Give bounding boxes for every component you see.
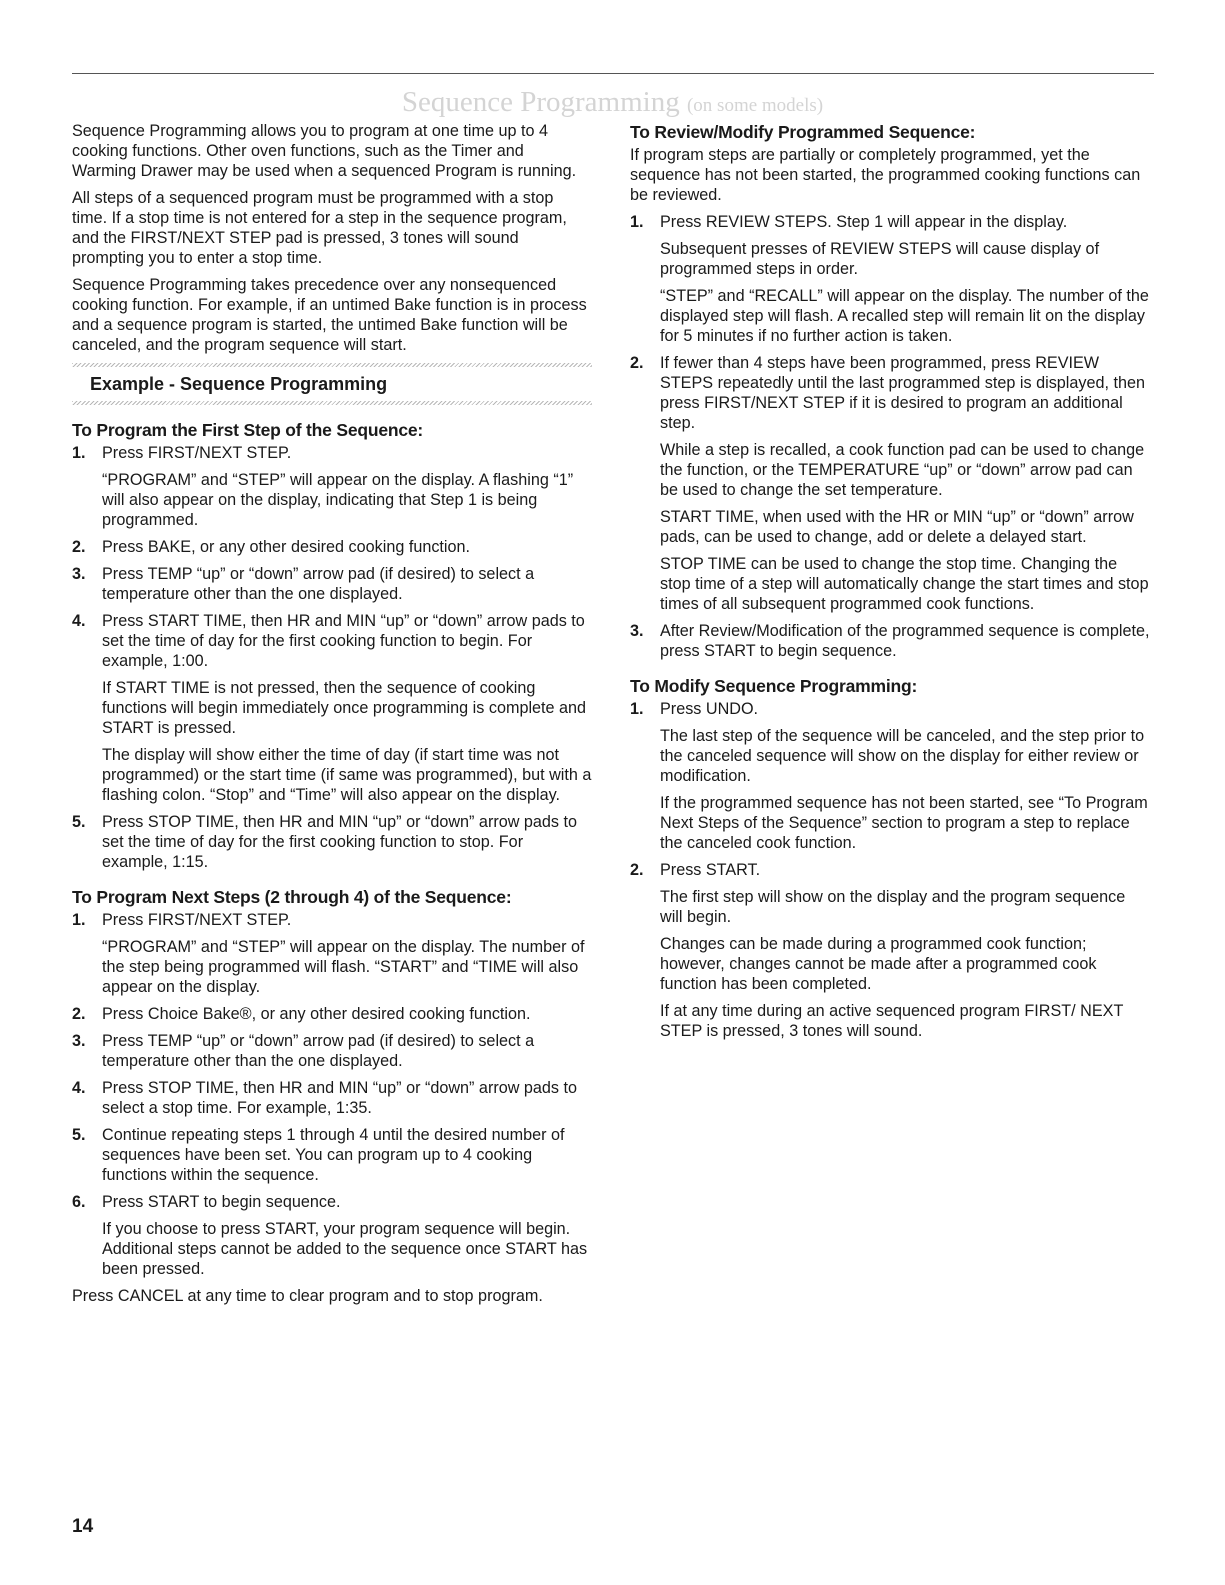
- step-text: If fewer than 4 steps have been programmed, press REVIEW STEPS repeatedly until the last programmed step is displayed, then press FIRST/NEXT STEP if it is desired to program an additional step.: [660, 354, 1145, 432]
- hatch-rule: [72, 401, 592, 405]
- step-note: The display will show either the time of day (if start time was not programmed) or the start time (if same was programmed), but with a flashing colon. “Stop” and “Time” will also appear on the display.: [102, 746, 592, 804]
- next-steps-heading: To Program Next Steps (2 through 4) of the Sequence:: [72, 887, 512, 907]
- step-item: [72, 443, 592, 463]
- step-text: Press START to begin sequence.: [102, 1193, 341, 1211]
- step-note: If the programmed sequence has not been started, see “To Program Next Steps of the Sequence” section to program a step to replace the canceled cook function.: [660, 794, 1148, 852]
- step-number: 2.: [630, 861, 644, 879]
- step-item: [72, 1192, 592, 1212]
- step-number: 2.: [72, 538, 86, 556]
- step-note: “PROGRAM” and “STEP” will appear on the display. A flashing “1” will also appear on the display, indicating that Step 1 is being programmed.: [102, 471, 574, 529]
- left-column: [72, 121, 592, 1313]
- step-note: The first step will show on the display and the program sequence will begin.: [660, 888, 1126, 926]
- step-item: [72, 910, 592, 930]
- step-item: [630, 353, 1150, 433]
- step-item: [630, 699, 1150, 719]
- page-title-text: Sequence Programming: [401, 86, 680, 118]
- step-note: If you choose to press START, your program sequence will begin. Additional steps cannot be added to the sequence once START has been pressed.: [102, 1220, 588, 1278]
- step-item: [630, 212, 1150, 232]
- page-number: 14: [72, 1516, 94, 1537]
- step-number: 2.: [630, 354, 644, 372]
- step-number: 6.: [72, 1193, 86, 1211]
- step-note: If START TIME is not pressed, then the sequence of cooking functions will begin immediately once programming is complete and START is pressed.: [102, 679, 587, 737]
- step-note: STOP TIME can be used to change the stop time. Changing the stop time of a step will automatically change the start times and stop times of all subsequent programmed cook functions.: [660, 555, 1149, 613]
- example-title: Example - Sequence Programming: [90, 374, 388, 394]
- review-intro: If program steps are partially or completely programmed, yet the sequence has not been started, the programmed cooking functions can be reviewed.: [630, 146, 1141, 204]
- intro-paragraph: All steps of a sequenced program must be programmed with a stop time. If a stop time is not entered for a step in the sequence program, and the FIRST/NEXT STEP pad is pressed, 3 tones will sound prompting you to enter a stop time.: [72, 189, 567, 267]
- step-text: Press FIRST/NEXT STEP.: [102, 444, 292, 462]
- next-step-list: [72, 910, 592, 1279]
- page-title-subtitle: (on some models): [686, 95, 824, 116]
- step-text: Press STOP TIME, then HR and MIN “up” or “down” arrow pads to select a stop time. For example, 1:35.: [102, 1079, 578, 1117]
- step-text: Press TEMP “up” or “down” arrow pad (if desired) to select a temperature other than the one displayed.: [102, 1032, 535, 1070]
- step-note: While a step is recalled, a cook function pad can be used to change the function, or the TEMPERATURE “up” or “down” arrow pad can be used to change the set temperature.: [660, 441, 1145, 499]
- intro-paragraph: Sequence Programming takes precedence over any nonsequenced cooking function. For example, if an untimed Bake function is in process and a sequence program is started, the untimed Bake function will be canceled, and the program sequence will start.: [72, 276, 587, 354]
- step-number: 1.: [630, 213, 644, 231]
- step-note: START TIME, when used with the HR or MIN “up” or “down” arrow pads, can be used to change, add or delete a delayed start.: [660, 508, 1134, 546]
- step-text: After Review/Modification of the programmed sequence is complete, press START to begin sequence.: [660, 622, 1150, 660]
- step-number: 1.: [630, 700, 644, 718]
- step-item: [72, 537, 592, 557]
- step-note: The last step of the sequence will be canceled, and the step prior to the canceled sequence will show on the display for either review or modification.: [660, 727, 1145, 785]
- modify-step-list: [630, 699, 1150, 1041]
- step-text: Press STOP TIME, then HR and MIN “up” or “down” arrow pads to set the time of day for the first cooking function to stop. For example, 1:15.: [102, 813, 578, 871]
- step-item: [630, 860, 1150, 880]
- step-text: Press REVIEW STEPS. Step 1 will appear in the display.: [660, 213, 1068, 231]
- review-heading: To Review/Modify Programmed Sequence:: [630, 122, 976, 142]
- step-number: 1.: [72, 911, 86, 929]
- page-title: [0, 86, 1225, 119]
- example-box: [72, 363, 592, 405]
- closing-paragraph: Press CANCEL at any time to clear program and to stop program.: [72, 1287, 543, 1305]
- step-number: 4.: [72, 612, 86, 630]
- step-number: 5.: [72, 813, 86, 831]
- step-number: 3.: [72, 565, 86, 583]
- step-text: Press UNDO.: [660, 700, 759, 718]
- step-text: Press START TIME, then HR and MIN “up” or “down” arrow pads to set the time of day for the first cooking function to begin. For example, 1:00.: [102, 612, 585, 670]
- step-note: Changes can be made during a programmed cook function; however, changes cannot be made after a programmed cook function has been completed.: [660, 935, 1097, 993]
- step-item: [72, 611, 592, 671]
- right-column: [630, 121, 1150, 1048]
- step-number: 3.: [630, 622, 644, 640]
- step-note: “STEP” and “RECALL” will appear on the display. The number of the displayed step will flash. A recalled step will remain lit on the display for 5 minutes if no further action is taken.: [660, 287, 1149, 345]
- step-item: [72, 1004, 592, 1024]
- step-number: 3.: [72, 1032, 86, 1050]
- step-text: Press BAKE, or any other desired cooking function.: [102, 538, 471, 556]
- step-text: Continue repeating steps 1 through 4 until the desired number of sequences have been set. You can program up to 4 cooking functions within the sequence.: [102, 1126, 565, 1184]
- step-item: [72, 564, 592, 604]
- review-step-list: [630, 212, 1150, 661]
- step-note: Subsequent presses of REVIEW STEPS will cause display of programmed steps in order.: [660, 240, 1100, 278]
- step-number: 2.: [72, 1005, 86, 1023]
- intro-paragraph: Sequence Programming allows you to program at one time up to 4 cooking functions. Other oven functions, such as the Timer and Warming Drawer may be used when a sequenced Program is running.: [72, 122, 577, 180]
- step-item: [72, 1078, 592, 1118]
- step-item: [72, 1031, 592, 1071]
- step-item: [72, 1125, 592, 1185]
- first-step-list: [72, 443, 592, 872]
- step-text: Press Choice Bake®, or any other desired cooking function.: [102, 1005, 531, 1023]
- step-note: “PROGRAM” and “STEP” will appear on the display. The number of the step being programmed will flash. “START” and “TIME will also appear on the display.: [102, 938, 585, 996]
- step-item: [630, 621, 1150, 661]
- modify-heading: To Modify Sequence Programming:: [630, 676, 918, 696]
- step-item: [72, 812, 592, 872]
- step-number: 1.: [72, 444, 86, 462]
- step-note: If at any time during an active sequenced program FIRST/ NEXT STEP is pressed, 3 tones will sound.: [660, 1002, 1124, 1040]
- step-text: Press START.: [660, 861, 761, 879]
- first-step-heading: To Program the First Step of the Sequence:: [72, 420, 424, 440]
- top-rule: [72, 73, 1154, 74]
- step-text: Press FIRST/NEXT STEP.: [102, 911, 292, 929]
- step-text: Press TEMP “up” or “down” arrow pad (if desired) to select a temperature other than the one displayed.: [102, 565, 535, 603]
- step-number: 4.: [72, 1079, 86, 1097]
- step-number: 5.: [72, 1126, 86, 1144]
